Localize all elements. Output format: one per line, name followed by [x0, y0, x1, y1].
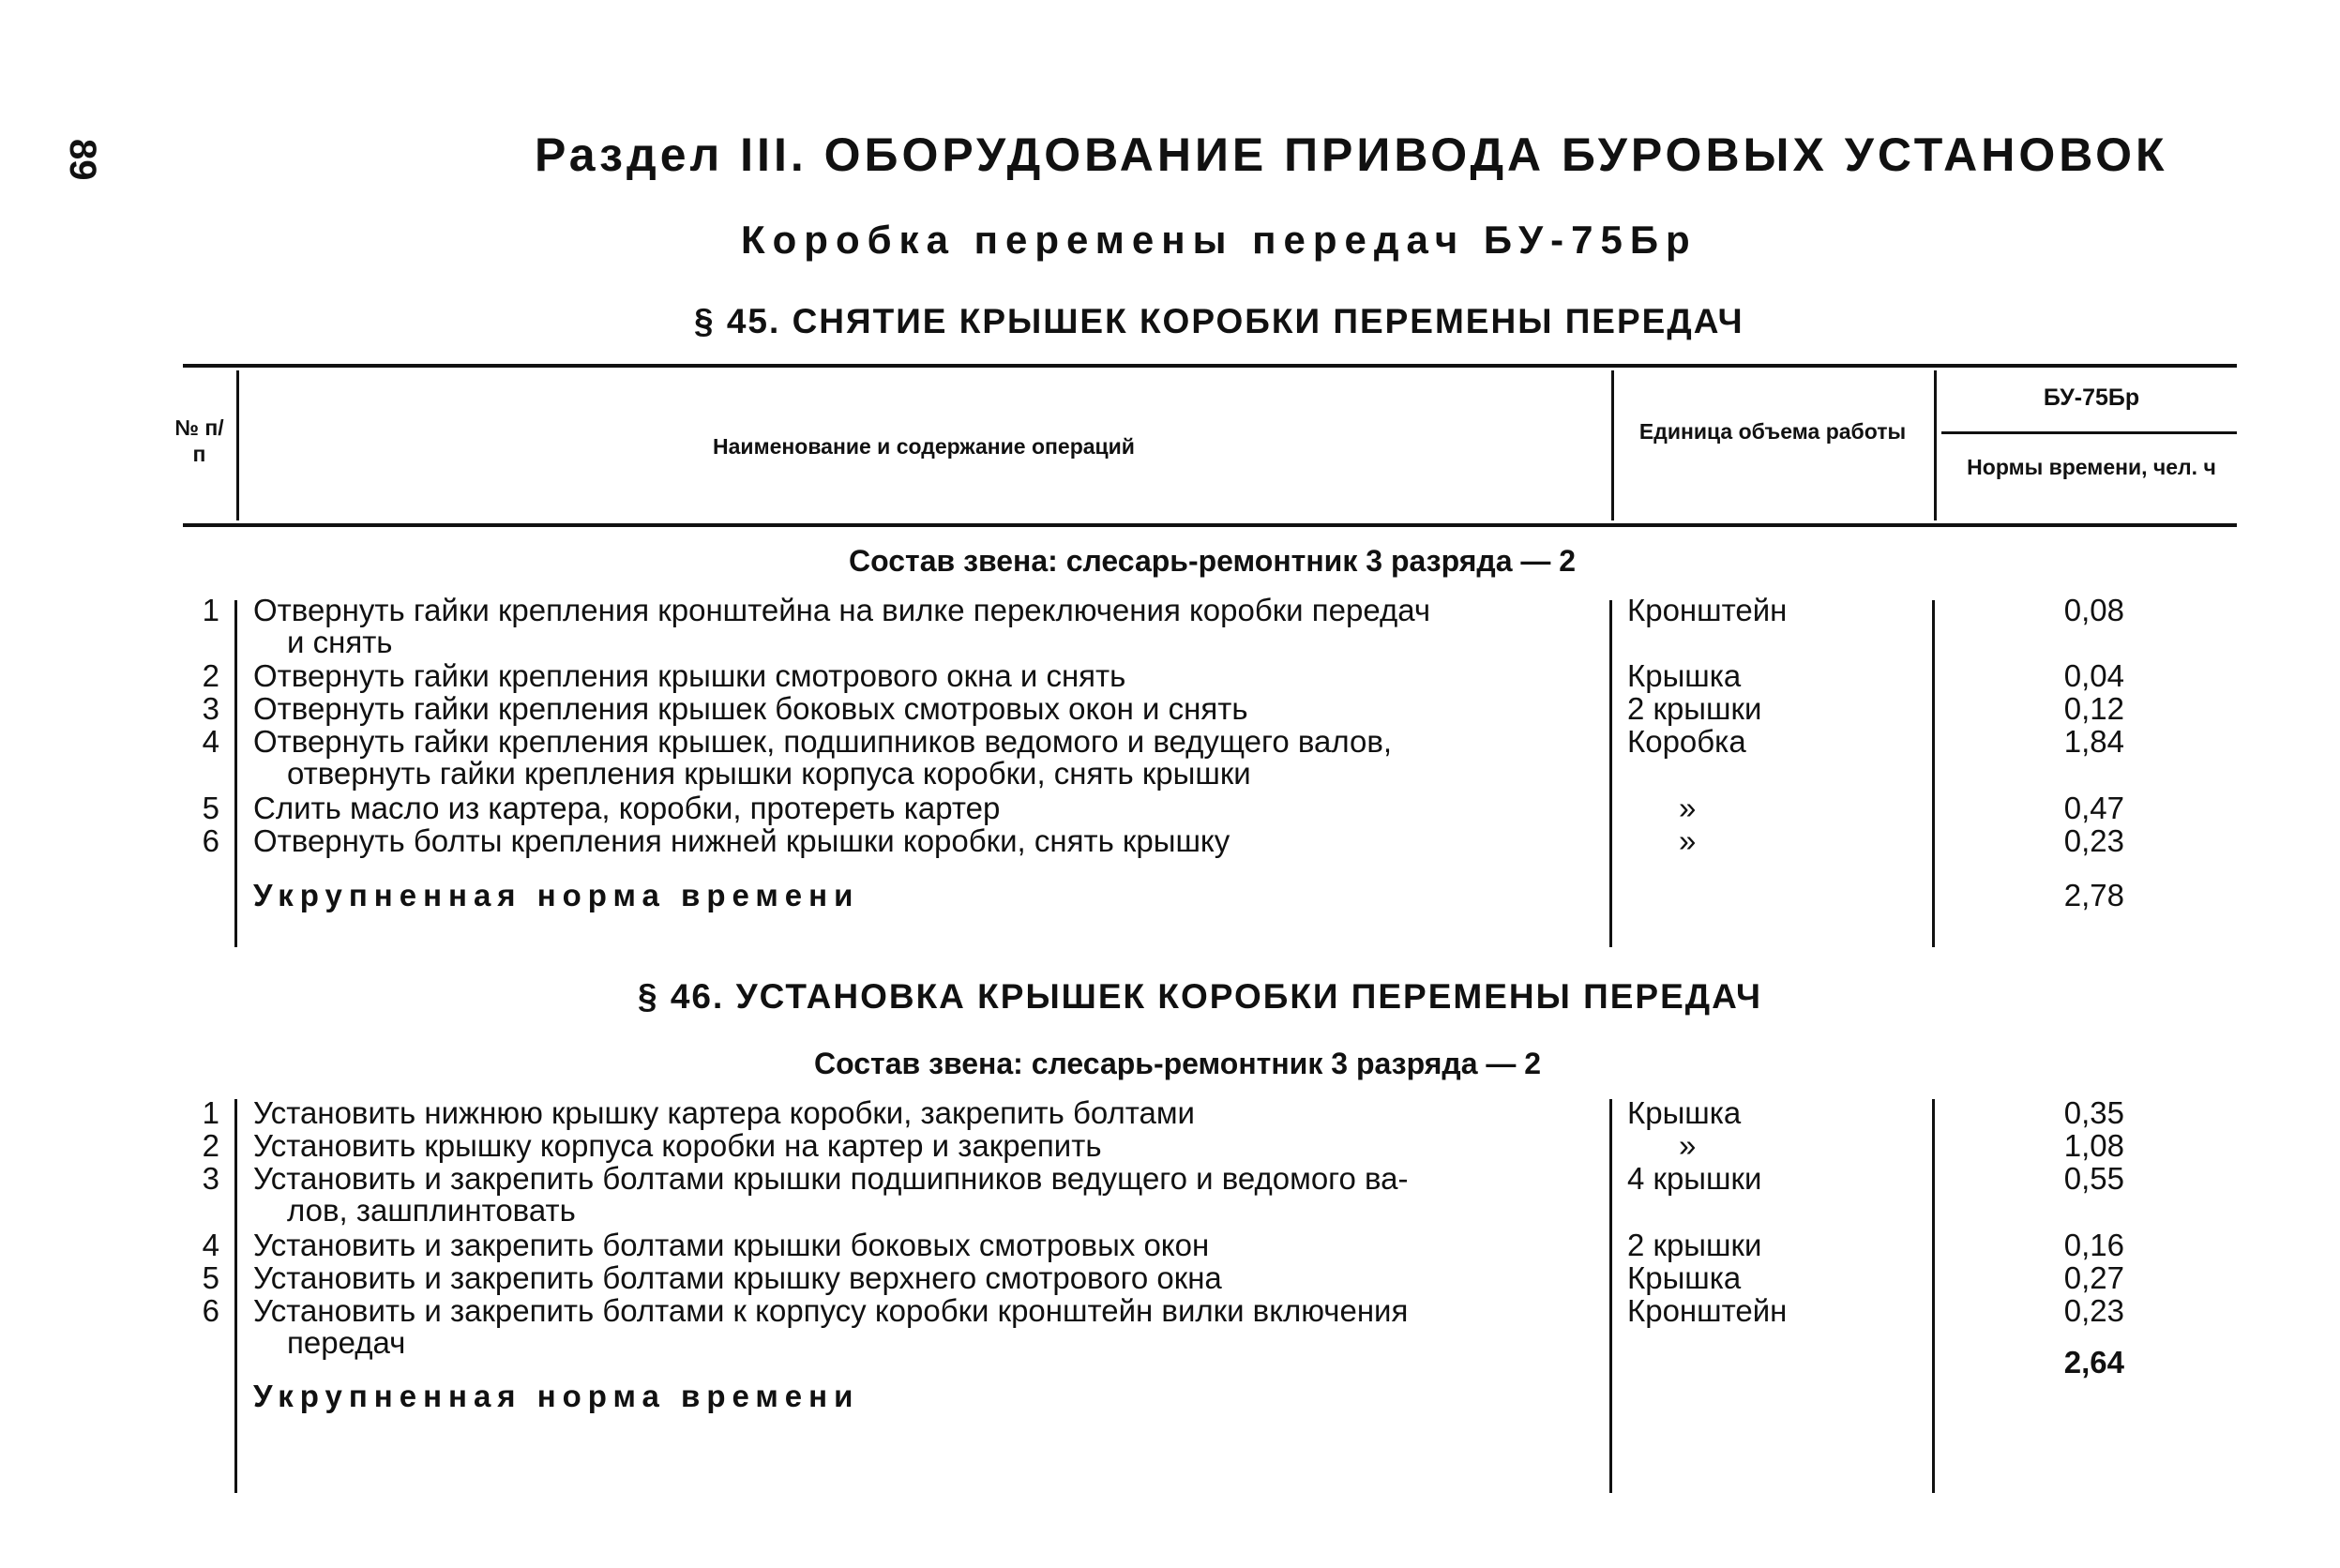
row-num: 2: [202, 658, 219, 693]
row-unit: Крышка: [1627, 1260, 1742, 1295]
row-num: 3: [202, 691, 219, 726]
header-unit: Единица объема работы: [1638, 419, 1907, 444]
section-title: Раздел III. ОБОРУДОВАНИЕ ПРИВОДА БУРОВЫХ УСТАНОВОК: [535, 128, 2168, 181]
row-unit: 2 крышки: [1627, 691, 1762, 726]
row-norm: 0,12: [2063, 691, 2124, 726]
row-operation-cont: лов, зашплинтовать: [287, 1193, 576, 1228]
row-norm: 0,04: [2063, 658, 2124, 693]
row-norm: 0,55: [2063, 1161, 2124, 1196]
total-value: 2,78: [2063, 878, 2124, 912]
subsection-title: Коробка перемены передач БУ-75Бр: [741, 218, 1698, 262]
total-value: 2,64: [2063, 1345, 2124, 1380]
total-label: Укрупненная норма времени: [253, 1379, 860, 1413]
crew-46: Состав звена: слесарь-ремонтник 3 разряда — 2: [814, 1047, 1542, 1080]
row-num: 6: [202, 823, 219, 858]
row-operation: [253, 1163, 1604, 1227]
row-operation-text: Установить и закрепить болтами крышки подшипников ведущего и ведомого ва-: [253, 1161, 1409, 1196]
row-num: 4: [202, 724, 219, 759]
paragraph-46-title: § 46. УСТАНОВКА КРЫШЕК КОРОБКИ ПЕРЕМЕНЫ ПЕРЕДАЧ: [638, 977, 1763, 1016]
row-unit: 2 крышки: [1627, 1228, 1762, 1262]
header-divider: [236, 370, 239, 520]
row-num: 1: [202, 1095, 219, 1130]
row-operation: Отвернуть болты крепления нижней крышки коробки, снять крышку: [253, 823, 1230, 858]
row-unit: 4 крышки: [1627, 1161, 1762, 1196]
row-operation-cont: отвернуть гайки крепления крышки корпуса коробки, снять крышки: [287, 756, 1251, 791]
crew-45: Состав звена: слесарь-ремонтник 3 разряда — 2: [849, 544, 1577, 578]
total-label: Укрупненная норма времени: [253, 878, 860, 912]
row-operation: Отвернуть гайки крепления крышек боковых смотровых окон и снять: [253, 691, 1248, 726]
body-divider: [1932, 600, 1935, 947]
body-divider: [1609, 600, 1612, 947]
header-divider: [1934, 370, 1937, 520]
body-divider: [1932, 1099, 1935, 1493]
row-operation: Установить крышку корпуса коробки на картер и закрепить: [253, 1128, 1102, 1163]
row-operation-text: Установить и закрепить болтами к корпусу коробки кронштейн вилки включения: [253, 1293, 1409, 1328]
row-unit: »: [1679, 791, 1697, 825]
header-model-rule: [1941, 431, 2237, 434]
row-unit: Кронштейн: [1627, 1293, 1788, 1328]
row-num: 3: [202, 1161, 219, 1196]
table-top-rule: [183, 364, 2237, 368]
row-unit: »: [1679, 1128, 1697, 1163]
row-operation-cont: передач: [287, 1325, 406, 1360]
row-num: 5: [202, 1260, 219, 1295]
row-unit: Крышка: [1627, 658, 1742, 693]
row-norm: 0,35: [2063, 1095, 2124, 1130]
page-number: 89: [62, 139, 103, 181]
row-num: 5: [202, 791, 219, 825]
body-divider: [1609, 1099, 1612, 1493]
row-unit: »: [1679, 823, 1697, 858]
row-norm: 0,23: [2063, 823, 2124, 858]
header-operation: Наименование и содержание операций: [713, 434, 1135, 459]
row-norm: 0,27: [2063, 1260, 2124, 1295]
row-unit: Коробка: [1627, 724, 1746, 759]
row-unit: Кронштейн: [1627, 593, 1788, 627]
header-divider: [1611, 370, 1614, 520]
row-unit: Крышка: [1627, 1095, 1742, 1130]
header-model: БУ-75Бр: [2043, 384, 2140, 411]
row-norm: 0,08: [2063, 593, 2124, 627]
header-num: № п/п: [174, 415, 224, 466]
row-operation: Установить нижнюю крышку картера коробки, закрепить болтами: [253, 1095, 1195, 1130]
row-norm: 0,47: [2063, 791, 2124, 825]
body-divider: [234, 600, 237, 947]
paragraph-45-title: § 45. СНЯТИЕ КРЫШЕК КОРОБКИ ПЕРЕМЕНЫ ПЕРЕДАЧ: [694, 302, 1744, 340]
row-norm: 1,08: [2063, 1128, 2124, 1163]
row-operation: [253, 726, 1604, 790]
row-operation: [253, 1295, 1604, 1359]
row-norm: 1,84: [2063, 724, 2124, 759]
row-operation: Слить масло из картера, коробки, протереть картер: [253, 791, 1001, 825]
row-norm: 0,16: [2063, 1228, 2124, 1262]
row-operation-text: Отвернуть гайки крепления кронштейна на вилке переключения коробки передач: [253, 593, 1431, 627]
row-num: 6: [202, 1293, 219, 1328]
row-operation-text: Отвернуть гайки крепления крышек, подшипников ведомого и ведущего валов,: [253, 724, 1393, 759]
body-divider: [234, 1099, 237, 1493]
row-operation-cont: и снять: [287, 625, 393, 659]
row-operation: [253, 595, 1604, 658]
header-norm: Нормы времени, чел. ч: [1967, 455, 2216, 479]
row-num: 2: [202, 1128, 219, 1163]
row-operation: Установить и закрепить болтами крышки боковых смотровых окон: [253, 1228, 1210, 1262]
row-operation: Установить и закрепить болтами крышку верхнего смотрового окна: [253, 1260, 1222, 1295]
table-header-bottom-rule: [183, 523, 2237, 527]
row-num: 1: [202, 593, 219, 627]
row-norm: 0,23: [2063, 1293, 2124, 1328]
row-num: 4: [202, 1228, 219, 1262]
row-operation: Отвернуть гайки крепления крышки смотрового окна и снять: [253, 658, 1126, 693]
